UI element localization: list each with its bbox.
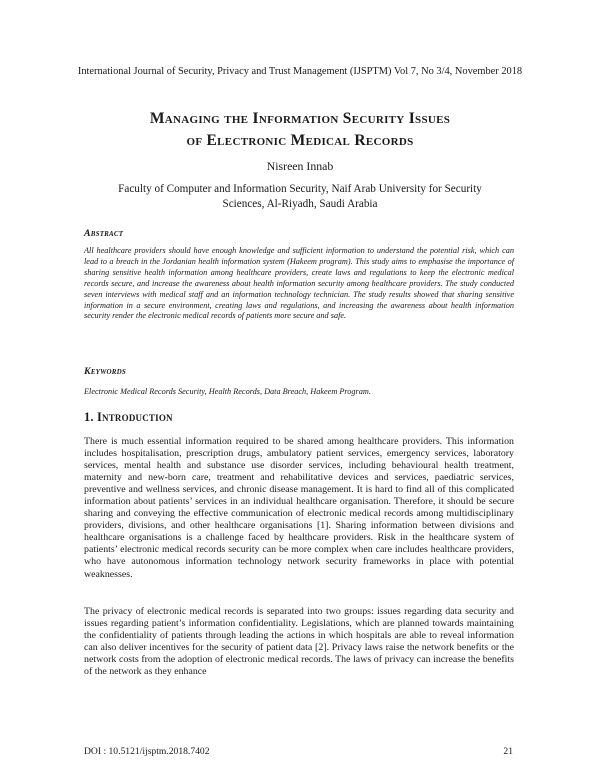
page-number: 21: [503, 746, 513, 757]
footer-doi: DOI : 10.5121/ijsptm.2018.7402: [84, 746, 210, 757]
keywords-heading: Keywords: [84, 366, 126, 377]
author-affiliation: [100, 182, 500, 212]
paper-title-line-2: of Electronic Medical Records: [186, 132, 414, 149]
introduction-paragraph-2: The privacy of electronic medical records is separated into two groups: issues regarding data security and issues regarding patient’s information confidentiality. Legislations, which are planned towards maintaining the confidentiality of patients through leading the actions in which hospitals are able to reveal information can also deliver incentives for the security of patient data [2]. Privacy laws raise the network benefits or the network costs from the adoption of electronic medical records. The laws of privacy can increase the benefits of the network as they enhance: [84, 606, 514, 678]
affiliation-line-2: Sciences, Al-Riyadh, Saudi Arabia: [222, 198, 378, 210]
abstract-heading: Abstract: [84, 228, 124, 239]
abstract-text: All healthcare providers should have enough knowledge and sufficient information to understand the potential risk, which can lead to a breach in the Jordanian health information system (Hakeem program). This study aims to emphasise the importance of sharing sensitive health information among healthcare providers, create laws and regulations to keep the electronic medical records secure, and increase the awareness about health information security among healthcare providers. The study conducted seven interviews with medical staff and an information technology technician. The study results showed that sharing sensitive information in a secure environment, creating laws and regulations, and increasing the awareness about health information security render the electronic medical records of patients more secure and safe.: [84, 246, 514, 321]
introduction-paragraph-1: There is much essential information required to be shared among healthcare providers. This information includes hospitalisation, prescription drugs, ambulatory patient services, emergency services, laboratory services, mental health and substance use disorder services, including behavioural health treatment, maternity and new-born care, treatment and rehabilitative devices and services, paediatric services, preventive and wellness services, and chronic disease management. It is hard to find all of this complicated information about patients’ services in an individual healthcare organisation. Therefore, it should be secure sharing and conveying the effective communication of electronic medical records among multidisciplinary providers, divisions, and other healthcare organisations [1]. Sharing information between divisions and healthcare organisations is a challenge faced by healthcare providers. Risk in the healthcare system of patients’ electronic medical records security can be more complex when care includes healthcare providers, who have autonomous information technology network security frameworks in place with potential weaknesses.: [84, 436, 514, 580]
keywords-text: Electronic Medical Records Security, Health Records, Data Breach, Hakeem Program.: [84, 387, 371, 396]
journal-header: International Journal of Security, Privacy and Trust Management (IJSPTM) Vol 7, No 3/4, November 2018: [77, 66, 523, 77]
paper-title: [40, 108, 560, 152]
author-name: Nisreen Innab: [266, 159, 334, 173]
section-heading-introduction: 1. Introduction: [84, 410, 173, 424]
paper-title-line-1: Managing the Information Security Issues: [149, 110, 451, 127]
affiliation-line-1: Faculty of Computer and Information Security, Naif Arab University for Security: [118, 183, 482, 195]
